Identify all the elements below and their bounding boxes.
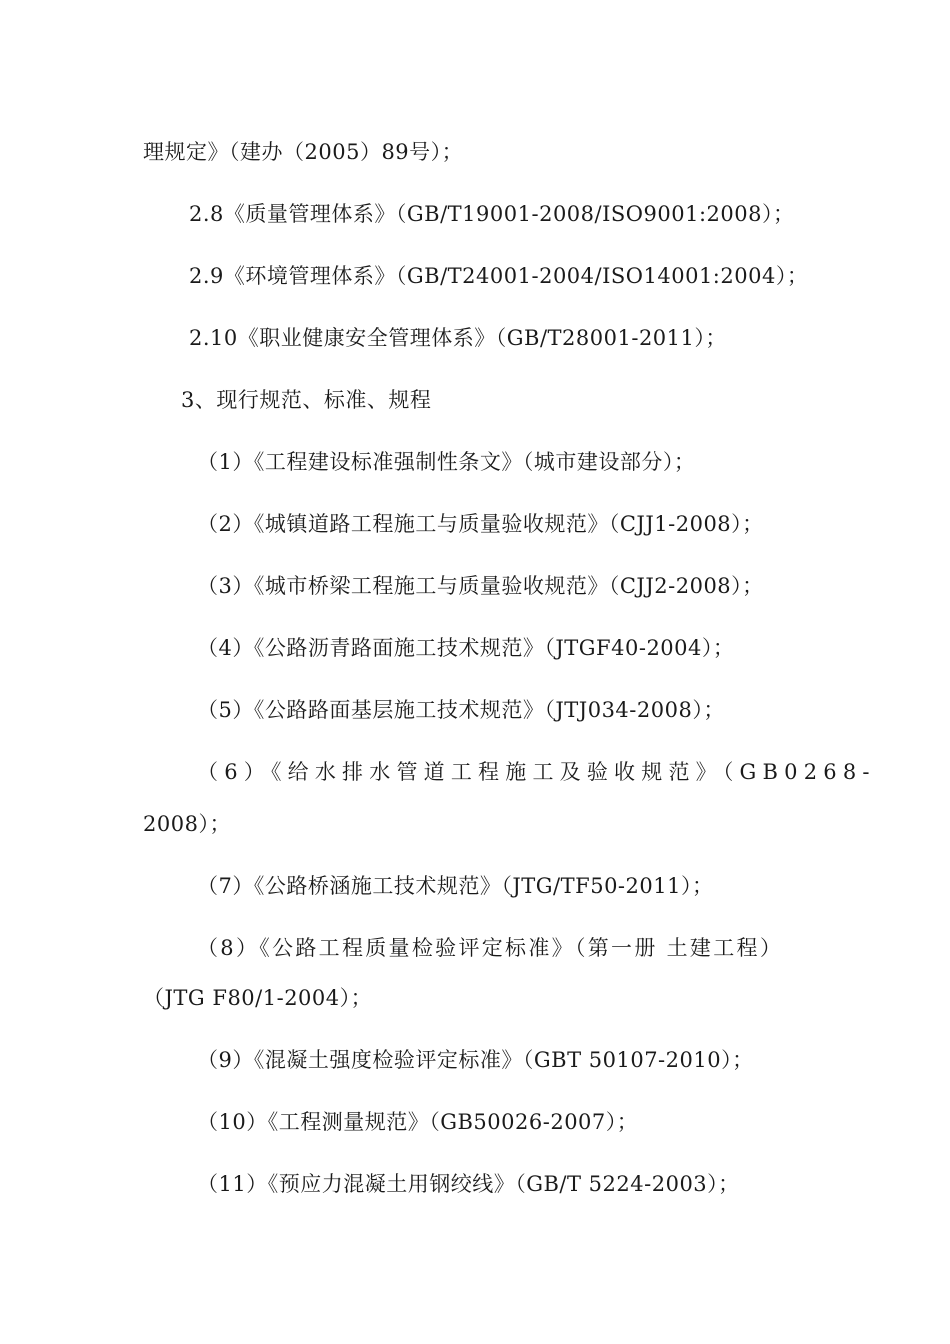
list-item-8-continuation: （JTG F80/1-2004）； [143,986,373,1010]
list-item-6: （6）《给水排水管道工程施工及验收规范》（GB0268- [197,760,876,784]
list-item-5: （5）《公路路面基层施工技术规范》（JTJ034-2008）； [197,698,725,722]
list-item-11: （11）《预应力混凝土用钢绞线》（GB/T 5224-2003）； [197,1172,740,1196]
list-item-2-8: 2.8《质量管理体系》（GB/T19001-2008/ISO9001:2008）； [189,202,795,226]
list-item-3: （3）《城市桥梁工程施工与质量验收规范》（CJJ2-2008）； [197,574,764,598]
list-item-9: （9）《混凝土强度检验评定标准》（GBT 50107-2010）； [197,1048,754,1072]
list-item-10: （10）《工程测量规范》（GB50026-2007）； [197,1110,639,1134]
list-item-2: （2）《城镇道路工程施工与质量验收规范》（CJJ1-2008）； [197,512,764,536]
list-item-2-10: 2.10《职业健康安全管理体系》（GB/T28001-2011）； [189,326,727,350]
list-item-1: （1）《工程建设标准强制性条文》（城市建设部分）； [197,450,696,474]
list-item-2-9: 2.9《环境管理体系》（GB/T24001-2004/ISO14001:2004）； [189,264,809,288]
list-item-4: （4）《公路沥青路面施工技术规范》（JTGF40-2004）； [197,636,735,660]
paragraph-continuation: 理规定》（建办（2005）89号）； [143,140,464,164]
list-item-8: （8）《公路工程质量检验评定标准》（第一册 土建工程） [197,936,784,960]
list-item-7: （7）《公路桥涵施工技术规范》（JTG/TF50-2011）； [197,874,714,898]
list-item-6-continuation: 2008）； [143,812,231,836]
section-heading-3: 3、现行规范、标准、规程 [181,388,432,412]
